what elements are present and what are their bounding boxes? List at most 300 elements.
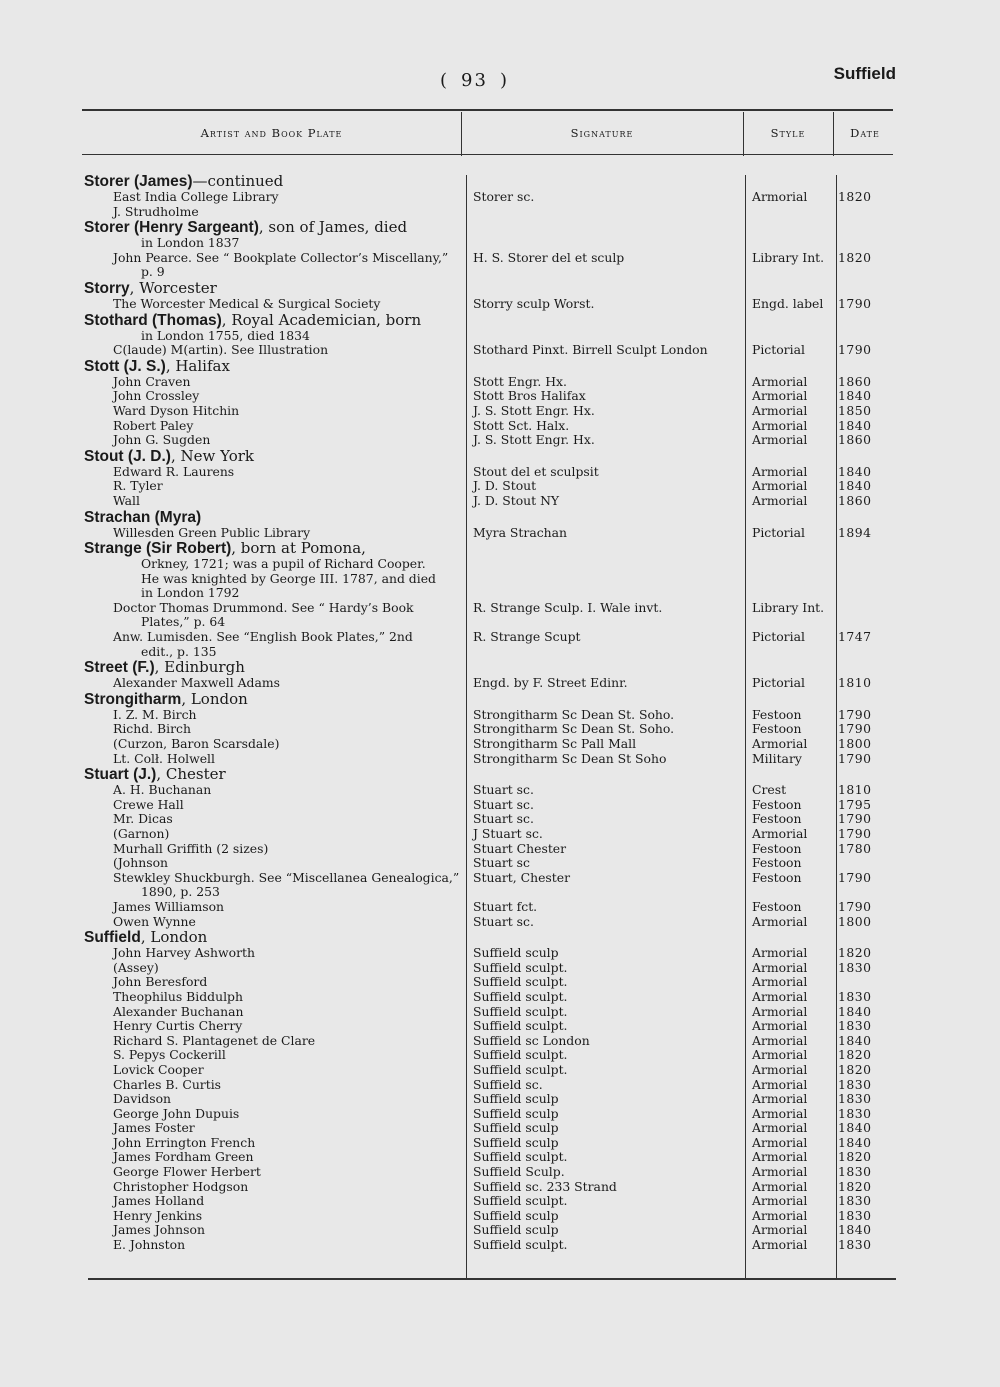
book-plate-owner: Alexander Buchanan (113, 1003, 244, 1019)
date-cell: 1840 (838, 463, 872, 479)
plate-row (84, 465, 896, 480)
signature-cell: Suffield Sculp. (473, 1164, 565, 1180)
signature-cell: J Stuart sc. (473, 826, 543, 841)
plate-row (84, 842, 896, 857)
book-plate-owner: Richard S. Plantagenet de Clare (113, 1032, 316, 1048)
date-cell: 1820 (838, 189, 872, 204)
signature-cell: Suffield sculpt. (473, 1061, 568, 1077)
style-cell: Engd. label (752, 295, 824, 311)
book-plate-owner: James Holland (113, 1193, 205, 1209)
date-cell: 1820 (838, 1061, 872, 1077)
date-cell: 1790 (838, 706, 872, 722)
plate-row (84, 1165, 896, 1180)
signature-cell: Stuart fct. (473, 898, 538, 914)
signature-cell: Suffield sc. (473, 1076, 543, 1092)
plate-row (84, 1107, 896, 1122)
style-cell: Armorial (752, 417, 808, 433)
signature-cell: Suffield sculpt. (473, 1193, 568, 1209)
signature-cell: Suffield sculpt. (473, 1018, 568, 1034)
artist-surname: Stout (J. D.) (84, 447, 171, 465)
bottom-rule (88, 1278, 896, 1280)
date-cell: 1830 (838, 988, 872, 1004)
artist-row (84, 280, 896, 297)
date-cell: 1840 (838, 388, 872, 404)
continuation-text: in London 1837 (141, 235, 240, 251)
book-plate-owner: Mr. Dicas (113, 811, 173, 827)
book-plate-owner: East India College Library (113, 189, 279, 204)
plate-row (84, 494, 896, 509)
artist-row (84, 929, 896, 946)
signature-cell: Strongitharm Sc Dean St. Soho. (473, 721, 675, 737)
plate-row (84, 722, 896, 737)
plate-row (84, 1209, 896, 1224)
continuation-text: He was knighted by George III. 1787, and died (141, 570, 436, 586)
plate-row (84, 375, 896, 390)
plate-row (84, 798, 896, 813)
plate-row (84, 479, 896, 494)
style-cell: Pictorial (752, 342, 805, 358)
style-cell: Armorial (752, 1178, 808, 1194)
signature-cell: Suffield sculp (473, 1207, 559, 1223)
plate-row (84, 1034, 896, 1049)
style-cell: Library Int. (752, 249, 825, 265)
book-plate-owner: James Williamson (113, 898, 225, 914)
book-plate-owner: Willesden Green Public Library (113, 524, 311, 540)
artist-row (84, 358, 896, 375)
continuation-text: edit., p. 135 (141, 643, 217, 659)
plate-row (84, 557, 896, 572)
plate-row (84, 1019, 896, 1034)
book-plate-owner: S. Pepys Cockerill (113, 1047, 226, 1063)
style-cell: Festoon (752, 811, 802, 827)
artist-surname: Strachan (Myra) (84, 508, 202, 526)
style-cell: Armorial (752, 189, 808, 204)
date-cell: 1840 (838, 1134, 872, 1150)
plate-row (84, 630, 896, 645)
plate-row (84, 1005, 896, 1020)
signature-cell: Suffield sculp (473, 1222, 559, 1238)
plate-row (84, 1150, 896, 1165)
artist-name (84, 219, 407, 236)
plate-row (84, 389, 896, 404)
artist-note: , London (140, 928, 208, 947)
artist-note: , Halifax (165, 356, 230, 375)
book-plate-owner: Doctor Thomas Drummond. See “ Hardy’s Book (113, 599, 414, 615)
date-cell: 1790 (838, 750, 872, 766)
book-plate-owner: Owen Wynne (113, 913, 196, 929)
signature-cell: Suffield sculpt. (473, 1149, 568, 1165)
artist-name (84, 358, 230, 375)
date-cell: 1820 (838, 1047, 872, 1063)
artist-note: , Edinburgh (154, 658, 245, 677)
date-cell: 1820 (838, 945, 872, 961)
artist-name (84, 540, 366, 557)
signature-cell: Suffield sculp (473, 1105, 559, 1121)
date-cell: 1810 (838, 675, 872, 691)
date-cell: 1790 (838, 342, 872, 358)
plate-row (84, 708, 896, 723)
plate-row (84, 946, 896, 961)
signature-cell: Suffield sculp (473, 945, 559, 961)
book-plate-owner: Theophilus Biddulph (113, 988, 243, 1004)
page-number: ( 93 ) (440, 70, 509, 91)
book-plate-owner: Wall (113, 492, 140, 508)
book-plate-owner: Charles B. Curtis (113, 1076, 222, 1092)
style-cell: Armorial (752, 1149, 808, 1165)
date-cell: 1860 (838, 432, 872, 448)
artist-surname: Strongitharm (84, 690, 182, 708)
book-plate-owner: (Assey) (113, 959, 159, 975)
date-cell: 1860 (838, 373, 872, 389)
signature-cell: Stothard Pinxt. Birrell Sculpt London (473, 342, 708, 358)
column-header-style: Style (770, 126, 806, 140)
signature-cell: Stuart sc. (473, 913, 534, 929)
column-header-date: Date (850, 126, 880, 140)
style-cell: Festoon (752, 706, 802, 722)
artist-row (84, 219, 896, 236)
plate-row (84, 329, 896, 344)
signature-cell: Suffield sculpt. (473, 1237, 568, 1253)
style-cell: Pictorial (752, 629, 805, 645)
plate-row (84, 297, 896, 312)
style-cell: Armorial (752, 492, 808, 508)
continuation-text: 1890, p. 253 (141, 884, 220, 900)
artist-surname: Storer (James) (84, 173, 193, 190)
book-plate-owner: Robert Paley (113, 417, 194, 433)
style-cell: Armorial (752, 988, 808, 1004)
artist-row (84, 448, 896, 465)
column-header-signature: Signature (570, 126, 634, 140)
artist-surname: Strange (Sir Robert) (84, 540, 232, 558)
book-plate-owner: John Harvey Ashworth (113, 945, 255, 961)
book-plate-owner: (Johnson (113, 855, 169, 871)
date-cell: 1790 (838, 721, 872, 737)
artist-row (84, 509, 896, 526)
signature-cell: Stott Sct. Halx. (473, 417, 570, 433)
signature-cell: Strongitharm Sc Pall Mall (473, 736, 637, 752)
plate-row (84, 433, 896, 448)
date-cell: 1800 (838, 913, 872, 929)
date-cell: 1820 (838, 1149, 872, 1165)
plate-row (84, 990, 896, 1005)
top-rule (82, 109, 893, 111)
plate-row (84, 915, 896, 930)
signature-cell: Suffield sc London (473, 1032, 590, 1048)
book-plate-owner: John Errington French (113, 1134, 256, 1150)
artist-name (84, 312, 421, 329)
signature-cell: Stuart sc. (473, 811, 534, 827)
plate-row (84, 265, 896, 280)
date-cell: 1830 (838, 1076, 872, 1092)
date-cell: 1790 (838, 898, 872, 914)
artist-row (84, 766, 896, 783)
style-cell: Pictorial (752, 675, 805, 691)
style-cell: Armorial (752, 463, 808, 479)
book-plate-owner: John G. Sugden (113, 432, 211, 448)
plate-row (84, 1121, 896, 1136)
book-plate-owner: John Crossley (113, 388, 200, 404)
style-cell: Armorial (752, 1032, 808, 1048)
book-plate-owner: Edward R. Laurens (113, 463, 235, 479)
style-cell: Armorial (752, 945, 808, 961)
style-cell: Armorial (752, 913, 808, 929)
date-cell: 1790 (838, 826, 872, 841)
style-cell: Festoon (752, 840, 802, 856)
book-plate-owner: George John Dupuis (113, 1105, 240, 1121)
date-cell: 1780 (838, 840, 872, 856)
artist-note: , London (181, 689, 248, 708)
plate-row (84, 961, 896, 976)
signature-cell: Strongitharm Sc Dean St. Soho. (473, 706, 675, 722)
plate-row (84, 205, 896, 220)
signature-cell: J. D. Stout NY (473, 492, 560, 508)
style-cell: Library Int. (752, 599, 825, 615)
artist-row (84, 691, 896, 708)
signature-cell: Suffield sculpt. (473, 988, 568, 1004)
plate-row (84, 236, 896, 251)
date-cell: 1840 (838, 1222, 872, 1238)
book-plate-owner: James Foster (113, 1120, 195, 1136)
plate-row (84, 572, 896, 587)
signature-cell: Stuart sc (473, 855, 530, 871)
signature-cell: Stott Bros Halifax (473, 388, 586, 404)
continuation-text: in London 1792 (141, 585, 240, 601)
continuation-text: Orkney, 1721; was a pupil of Richard Cooper. (141, 556, 426, 572)
book-plate-owner: Davidson (113, 1091, 172, 1107)
signature-cell: Engd. by F. Street Edinr. (473, 675, 628, 691)
date-cell: 1850 (838, 402, 872, 418)
artist-name (84, 448, 254, 465)
signature-cell: R. Strange Sculp. I. Wale invt. (473, 599, 663, 615)
artist-note: , born at Pomona, (231, 539, 366, 558)
style-cell: Armorial (752, 1061, 808, 1077)
signature-cell: Suffield sculp (473, 1120, 559, 1136)
running-head: Suffield (833, 64, 896, 83)
book-plate-owner: John Pearce. See “ Bookplate Collector’s Miscellany,” (113, 249, 449, 265)
plate-row (84, 1078, 896, 1093)
artist-name (84, 280, 217, 297)
continuation-text: p. 9 (141, 264, 165, 280)
book-plate-owner: Anw. Lumisden. See “English Book Plates,” 2nd (113, 629, 413, 645)
plate-row (84, 856, 896, 871)
style-cell: Armorial (752, 826, 808, 841)
artist-note: , Royal Academician, born (221, 310, 422, 329)
book-plate-owner: James Johnson (113, 1222, 205, 1238)
date-cell: 1820 (838, 249, 872, 265)
date-cell: 1830 (838, 1207, 872, 1223)
book-plate-owner: Lt. Colł. Holwell (113, 750, 215, 766)
date-cell: 1830 (838, 1018, 872, 1034)
book-plate-owner: Henry Jenkins (113, 1207, 203, 1223)
plate-row (84, 251, 896, 266)
book-plate-owner: John Beresford (113, 974, 208, 990)
artist-name (84, 659, 245, 676)
plate-row (84, 1238, 896, 1253)
signature-cell: Stott Engr. Hx. (473, 373, 567, 389)
book-plate-owner: The Worcester Medical & Surgical Society (113, 295, 381, 311)
date-cell: 1894 (838, 524, 872, 540)
date-cell: 1790 (838, 295, 872, 311)
book-plate-owner: Crewe Hall (113, 796, 184, 812)
signature-cell: J. S. Stott Engr. Hx. (473, 432, 595, 448)
style-cell: Armorial (752, 373, 808, 389)
signature-cell: R. Strange Scupt (473, 629, 581, 645)
date-cell: 1790 (838, 811, 872, 827)
style-cell: Armorial (752, 1237, 808, 1253)
plate-row (84, 1194, 896, 1209)
style-cell: Armorial (752, 1222, 808, 1238)
style-cell: Armorial (752, 1134, 808, 1150)
plate-row (84, 1048, 896, 1063)
signature-cell: J. D. Stout (473, 478, 537, 494)
book-plate-owner: C(laude) M(artin). See Illustration (113, 342, 329, 358)
signature-cell: Suffield sculp (473, 1091, 559, 1107)
plate-row (84, 1063, 896, 1078)
plate-row (84, 885, 896, 900)
book-plate-owner: Christopher Hodgson (113, 1178, 249, 1194)
plate-row (84, 737, 896, 752)
artist-surname: Street (F.) (84, 659, 155, 677)
date-cell: 1830 (838, 1164, 872, 1180)
signature-cell: Suffield sculp (473, 1134, 559, 1150)
date-cell: 1820 (838, 1178, 872, 1194)
style-cell: Armorial (752, 402, 808, 418)
signature-cell: H. S. Storer del et sculp (473, 249, 625, 265)
plate-row (84, 1223, 896, 1238)
date-cell: 1840 (838, 478, 872, 494)
style-cell: Armorial (752, 1193, 808, 1209)
artist-note: , New York (170, 446, 255, 465)
artist-surname: Suffield (84, 929, 141, 947)
plate-row (84, 526, 896, 541)
artist-surname: Storer (Henry Sargeant) (84, 219, 259, 237)
style-cell: Pictorial (752, 524, 805, 540)
plate-row (84, 812, 896, 827)
plate-row (84, 190, 896, 205)
signature-cell: Storry sculp Worst. (473, 295, 595, 311)
plate-row (84, 676, 896, 691)
signature-cell: Suffield sculpt. (473, 1047, 568, 1063)
book-plate-owner: I. Z. M. Birch (113, 706, 197, 722)
style-cell: Armorial (752, 1047, 808, 1063)
style-cell: Festoon (752, 855, 802, 871)
signature-cell: Suffield sculpt. (473, 974, 568, 990)
date-cell: 1830 (838, 959, 872, 975)
plate-row (84, 1136, 896, 1151)
artist-note: , Chester (156, 765, 226, 784)
date-cell: 1790 (838, 869, 872, 885)
plate-row (84, 419, 896, 434)
bookplate-table (84, 173, 896, 1253)
style-cell: Festoon (752, 796, 802, 812)
book-plate-owner: Murhall Griffith (2 sizes) (113, 840, 269, 856)
plate-row (84, 343, 896, 358)
artist-name (84, 509, 201, 526)
book-plate-owner: (Curzon, Baron Scarsdale) (113, 736, 280, 752)
style-cell: Festoon (752, 721, 802, 737)
date-cell: 1795 (838, 796, 872, 812)
column-header-artist: Artist and Book Plate (200, 126, 343, 140)
plate-row (84, 586, 896, 601)
book-plate-owner: J. Strudholme (113, 203, 199, 219)
signature-cell: Stuart sc. (473, 796, 534, 812)
book-plate-owner: E. Johnston (113, 1237, 186, 1253)
date-cell: 1810 (838, 782, 872, 798)
artist-row (84, 540, 896, 557)
date-cell: 1840 (838, 1032, 872, 1048)
date-cell: 1840 (838, 417, 872, 433)
continuation-text: in London 1755, died 1834 (141, 327, 310, 343)
signature-cell: Stout del et sculpsit (473, 463, 599, 479)
plate-row (84, 871, 896, 886)
book-plate-owner: Stewkley Shuckburgh. See “Miscellanea Genealogica,” (113, 869, 460, 885)
signature-cell: Suffield sc. 233 Strand (473, 1178, 617, 1194)
style-cell: Crest (752, 782, 787, 798)
artist-name (84, 691, 248, 708)
artist-name (84, 766, 226, 783)
date-cell: 1830 (838, 1237, 872, 1253)
style-cell: Armorial (752, 1207, 808, 1223)
book-plate-owner: Henry Curtis Cherry (113, 1018, 243, 1034)
style-cell: Armorial (752, 1076, 808, 1092)
book-plate-owner: James Fordham Green (113, 1149, 254, 1165)
artist-note: , Worcester (129, 278, 217, 297)
style-cell: Armorial (752, 388, 808, 404)
artist-surname: Stuart (J.) (84, 766, 157, 784)
date-cell: 1830 (838, 1091, 872, 1107)
header-rule (82, 154, 893, 155)
style-cell: Military (752, 750, 802, 766)
artist-surname: Stott (J. S.) (84, 357, 166, 375)
style-cell: Armorial (752, 1018, 808, 1034)
artist-surname: Stothard (Thomas) (84, 311, 222, 329)
date-cell: 1840 (838, 1003, 872, 1019)
artist-row (84, 659, 896, 676)
style-cell: Armorial (752, 478, 808, 494)
signature-cell: Stuart Chester (473, 840, 567, 856)
artist-row (84, 173, 896, 190)
style-cell: Festoon (752, 869, 802, 885)
signature-cell: Stuart sc. (473, 782, 534, 798)
book-plate-owner: John Craven (113, 373, 191, 389)
style-cell: Armorial (752, 1164, 808, 1180)
plate-row (84, 783, 896, 798)
plate-row (84, 900, 896, 915)
style-cell: Armorial (752, 432, 808, 448)
style-cell: Armorial (752, 959, 808, 975)
style-cell: Armorial (752, 1105, 808, 1121)
signature-cell: Myra Strachan (473, 524, 568, 540)
style-cell: Armorial (752, 1091, 808, 1107)
artist-note: —continued (192, 172, 284, 190)
signature-cell: Storer sc. (473, 189, 535, 204)
signature-cell: Strongitharm Sc Dean St Soho (473, 750, 667, 766)
style-cell: Armorial (752, 974, 808, 990)
signature-cell: Suffield sculpt. (473, 1003, 568, 1019)
book-plate-owner: George Flower Herbert (113, 1164, 261, 1180)
book-plate-owner: Alexander Maxwell Adams (113, 675, 280, 691)
plate-row (84, 1092, 896, 1107)
date-cell: 1800 (838, 736, 872, 752)
artist-surname: Storry (84, 279, 130, 297)
plate-row (84, 404, 896, 419)
plate-row (84, 1180, 896, 1195)
style-cell: Armorial (752, 1120, 808, 1136)
signature-cell: J. S. Stott Engr. Hx. (473, 402, 595, 418)
book-plate-owner: Richd. Birch (113, 721, 191, 737)
date-cell: 1830 (838, 1105, 872, 1121)
style-cell: Armorial (752, 1003, 808, 1019)
